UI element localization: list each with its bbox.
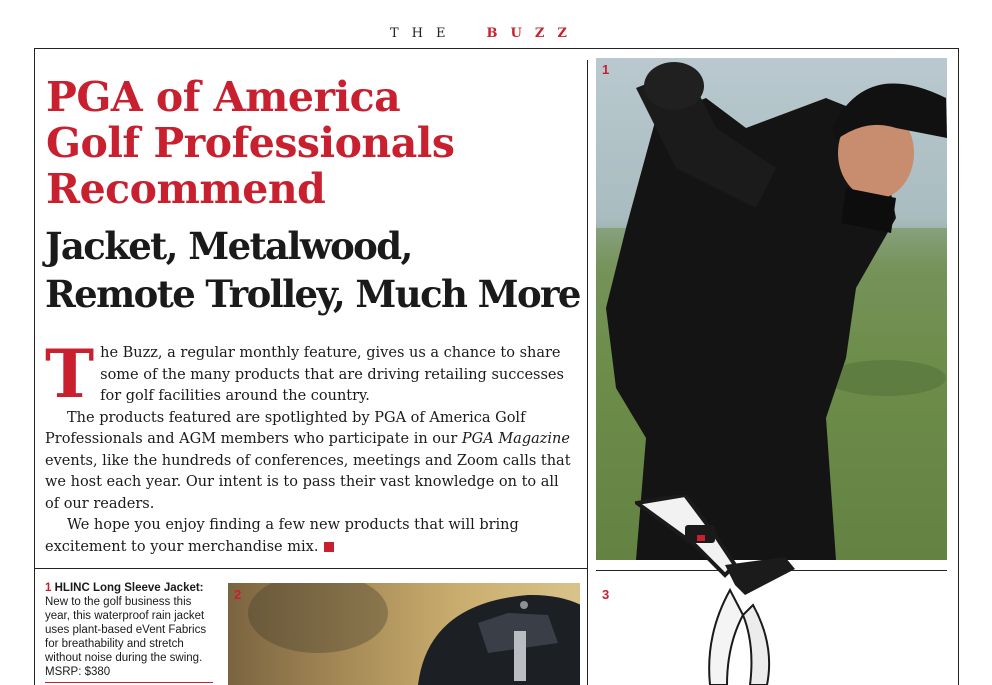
subheadline [45,222,585,318]
magazine-title: PGA Magazine [461,431,570,447]
paragraph-2-end: events, like the hundreds of conferences, meetings and Zoom calls that we host each year. Our intent is to pass their vast knowledge on to all of our readers. [45,452,571,512]
subhead-line-1: Jacket, Metalwood, [45,224,412,268]
headline-line-1: PGA of America [46,73,401,121]
frame-left-rule [34,48,35,685]
article-body [45,335,575,558]
paragraph-1: he Buzz, a regular monthly feature, gives us a chance to share some of the many products that are driving retailing successes for golf facilities around the country. [100,345,564,404]
paragraph-3-text: We hope you enjoy finding a few new products that will bring excitement to your merchandise mix. [45,517,519,555]
kicker-buzz: BUZZ [486,26,580,41]
headline-line-2: Golf Professionals [46,119,455,167]
section-kicker [390,26,580,41]
caption-rule [45,682,213,683]
headline [46,74,586,212]
caption-title: HLINC Long Sleeve Jacket: [54,582,204,594]
paragraph-3 [45,515,575,558]
golfer-illustration [596,58,947,560]
drop-cap: T [45,335,95,413]
caption-number: 1 [45,582,52,594]
caption-text: New to the golf business this year, this waterproof rain jacket uses plant-based eVent Fabrics for breathability and stretch without noise during the swing. MSRP: $380 [45,596,207,678]
trolley-illustration [635,495,805,685]
photo-number-3: 3 [602,587,610,602]
photo-number-1: 1 [602,62,610,77]
subhead-line-2: Remote Trolley, Much More [45,272,580,316]
caption-jacket [45,581,215,679]
metalwood-illustration [228,583,580,685]
row-divider-left [34,568,588,569]
headline-line-3: Recommend [46,165,326,213]
column-divider [587,60,588,685]
photo-number-2: 2 [234,587,242,602]
photo-metalwood [228,583,580,685]
paragraph-2 [45,408,575,516]
frame-top-rule [34,48,959,49]
paragraph-2-start: The products featured are spotlighted by PGA of America Golf Professionals and AGM members who participate in our [45,409,526,447]
end-mark-icon [324,542,334,552]
photo-golfer [596,58,947,560]
kicker-the: THE [390,26,459,41]
frame-right-rule [958,48,959,685]
